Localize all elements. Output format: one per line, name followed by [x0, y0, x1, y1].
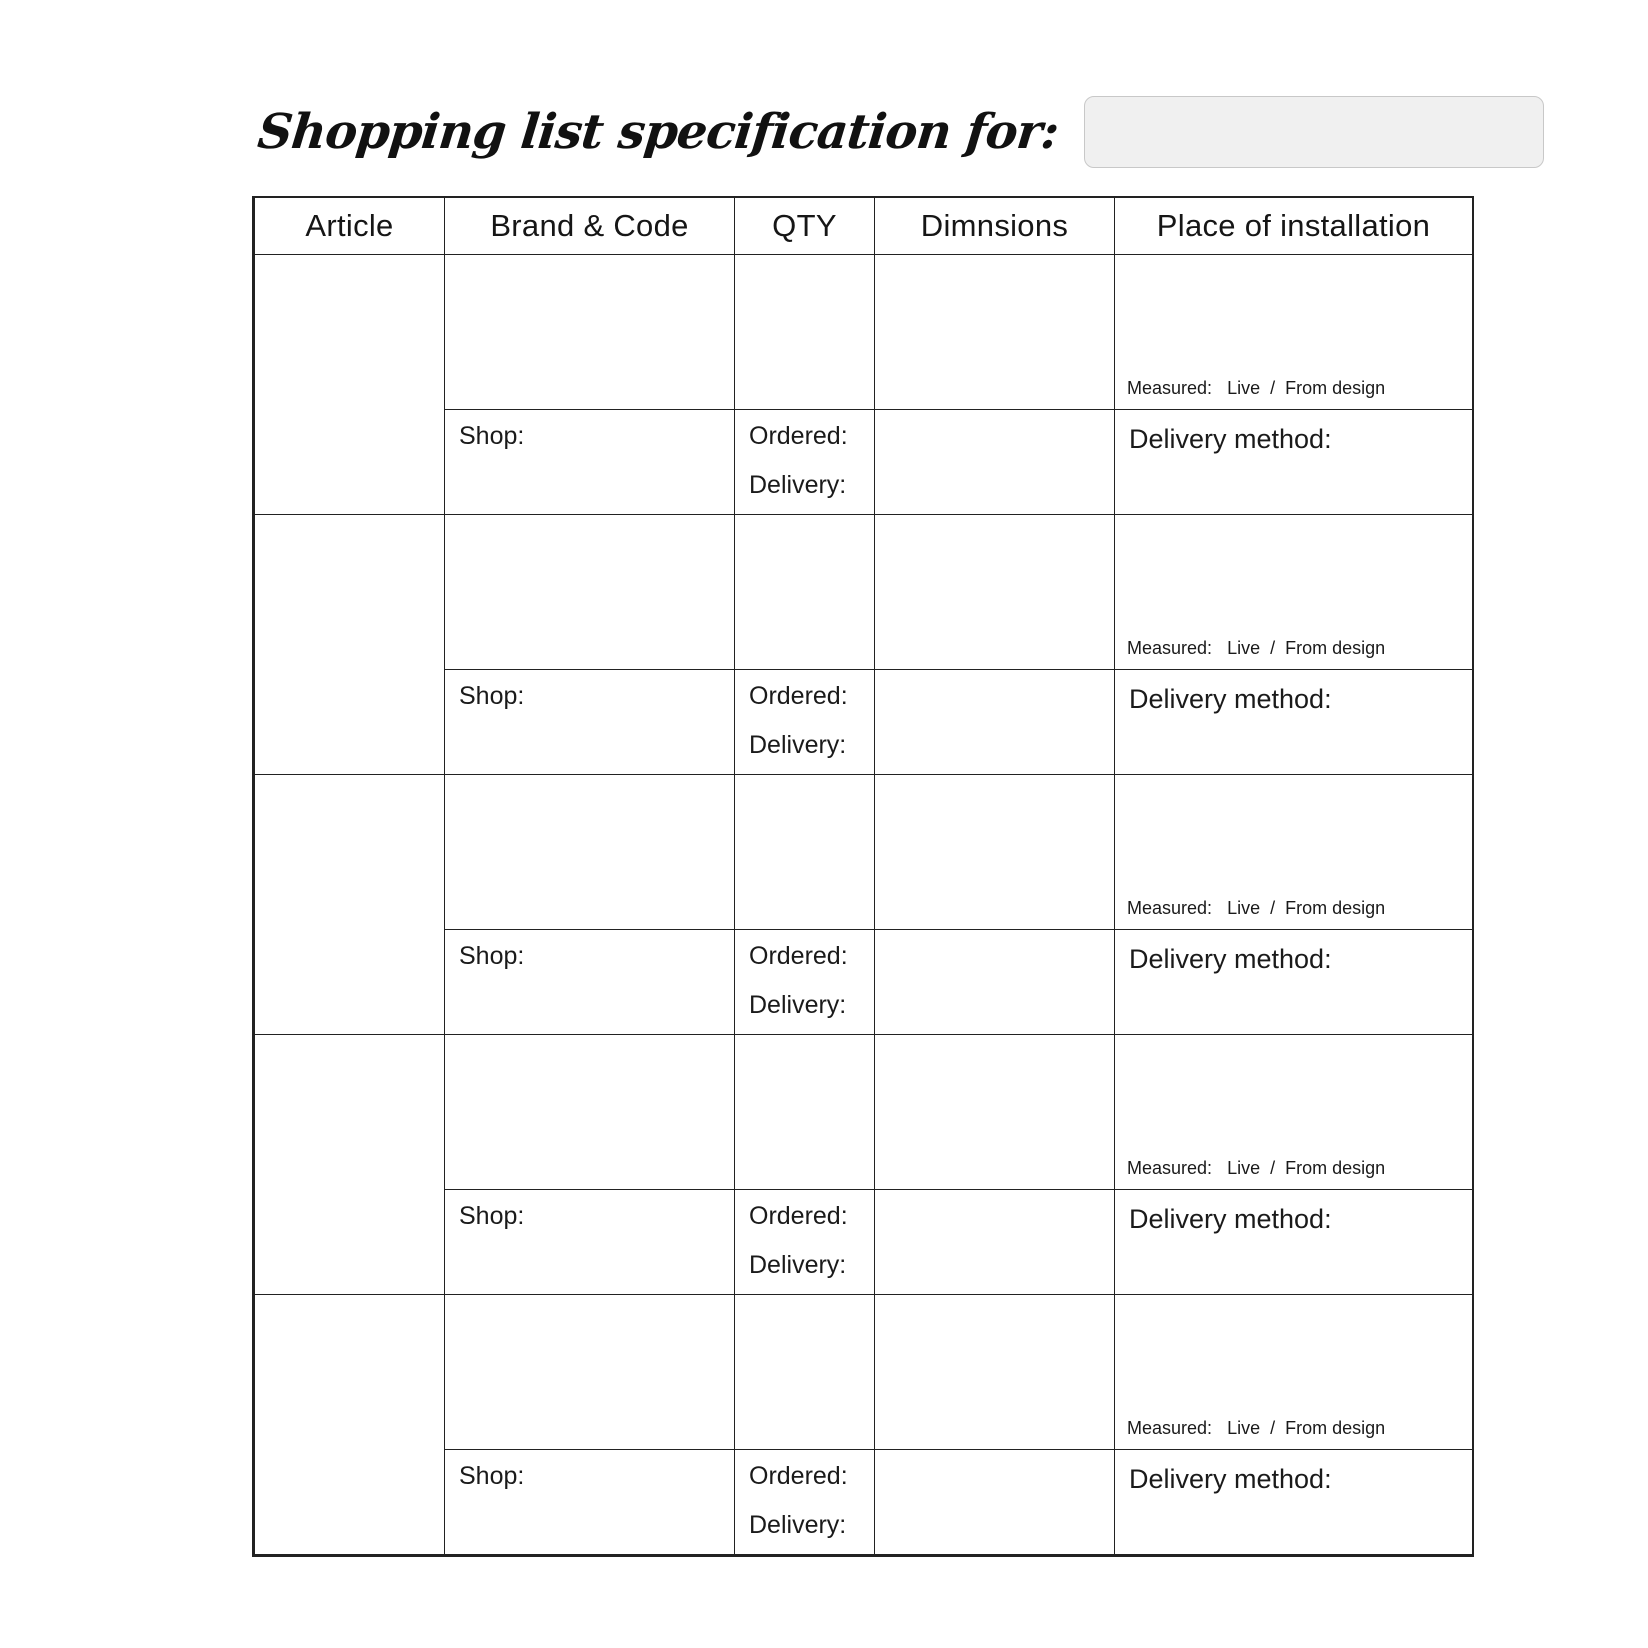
- cell-ordered-delivery[interactable]: [735, 1189, 875, 1294]
- cell-shop[interactable]: [445, 1449, 735, 1554]
- ordered-label: Ordered:: [749, 941, 848, 970]
- cell-brand-code[interactable]: [445, 774, 735, 929]
- measured-option-live[interactable]: Live: [1227, 1417, 1261, 1438]
- column-header-article: Article: [255, 198, 445, 254]
- cell-qty[interactable]: [735, 1034, 875, 1189]
- table-header-row: [255, 198, 1473, 254]
- delivery-label: Delivery:: [749, 730, 847, 759]
- column-header-brand-code: Brand & Code: [445, 198, 735, 254]
- measured-option-from-design[interactable]: From design: [1285, 377, 1386, 398]
- measured-option-from-design[interactable]: From design: [1285, 1417, 1386, 1438]
- table-body: [255, 254, 1473, 1554]
- cell-qty[interactable]: [735, 254, 875, 409]
- cell-brand-code[interactable]: [445, 254, 735, 409]
- cell-place-of-installation[interactable]: [1115, 514, 1473, 669]
- measured-options: [1127, 1158, 1385, 1179]
- cell-place-of-installation[interactable]: [1115, 774, 1473, 929]
- delivery-label: Delivery:: [749, 1510, 847, 1539]
- cell-ordered-delivery[interactable]: [735, 1449, 875, 1554]
- cell-article[interactable]: [255, 254, 445, 514]
- cell-qty[interactable]: [735, 514, 875, 669]
- cell-place-of-installation[interactable]: [1115, 1294, 1473, 1449]
- delivery-method-label: Delivery method:: [1129, 1203, 1332, 1234]
- ordered-label: Ordered:: [749, 1201, 848, 1230]
- cell-brand-code[interactable]: [445, 514, 735, 669]
- delivery-method-label: Delivery method:: [1129, 943, 1332, 974]
- delivery-method-label: Delivery method:: [1129, 683, 1332, 714]
- cell-article[interactable]: [255, 514, 445, 774]
- table-row: [255, 254, 1473, 409]
- measured-separator: /: [1270, 1157, 1276, 1178]
- cell-dimensions-details[interactable]: [875, 1189, 1115, 1294]
- cell-qty[interactable]: [735, 774, 875, 929]
- measured-label: Measured:: [1127, 1417, 1213, 1438]
- specification-name-input[interactable]: [1084, 96, 1544, 168]
- ordered-label: Ordered:: [749, 421, 848, 450]
- page-title: Shopping list specification for:: [255, 104, 1061, 160]
- cell-place-of-installation[interactable]: [1115, 254, 1473, 409]
- column-header-qty: QTY: [735, 198, 875, 254]
- cell-brand-code[interactable]: [445, 1034, 735, 1189]
- cell-dimensions[interactable]: [875, 774, 1115, 929]
- cell-ordered-delivery[interactable]: [735, 929, 875, 1034]
- cell-delivery-method[interactable]: [1115, 409, 1473, 514]
- cell-shop[interactable]: [445, 409, 735, 514]
- delivery-method-label: Delivery method:: [1129, 1463, 1332, 1494]
- measured-option-from-design[interactable]: From design: [1285, 637, 1386, 658]
- cell-dimensions-details[interactable]: [875, 669, 1115, 774]
- column-header-dimensions: Dimnsions: [875, 198, 1115, 254]
- cell-dimensions-details[interactable]: [875, 929, 1115, 1034]
- cell-dimensions-details[interactable]: [875, 1449, 1115, 1554]
- cell-delivery-method[interactable]: [1115, 929, 1473, 1034]
- table-row: [255, 1294, 1473, 1449]
- measured-label: Measured:: [1127, 637, 1213, 658]
- measured-label: Measured:: [1127, 897, 1213, 918]
- cell-ordered-delivery[interactable]: [735, 409, 875, 514]
- shop-label: Shop:: [459, 1201, 525, 1230]
- cell-qty[interactable]: [735, 1294, 875, 1449]
- measured-option-live[interactable]: Live: [1227, 377, 1261, 398]
- shop-label: Shop:: [459, 941, 525, 970]
- cell-delivery-method[interactable]: [1115, 669, 1473, 774]
- measured-label: Measured:: [1127, 377, 1213, 398]
- cell-delivery-method[interactable]: [1115, 1449, 1473, 1554]
- measured-options: [1127, 898, 1385, 919]
- measured-separator: /: [1270, 1417, 1276, 1438]
- measured-option-live[interactable]: Live: [1227, 637, 1261, 658]
- ordered-label: Ordered:: [749, 1461, 848, 1490]
- measured-option-live[interactable]: Live: [1227, 897, 1261, 918]
- cell-dimensions-details[interactable]: [875, 409, 1115, 514]
- table-row: [255, 514, 1473, 669]
- measured-option-from-design[interactable]: From design: [1285, 1157, 1386, 1178]
- ordered-label: Ordered:: [749, 681, 848, 710]
- cell-article[interactable]: [255, 774, 445, 1034]
- delivery-label: Delivery:: [749, 1250, 847, 1279]
- table-row: [255, 1034, 1473, 1189]
- shop-label: Shop:: [459, 681, 525, 710]
- measured-options: [1127, 638, 1385, 659]
- cell-dimensions[interactable]: [875, 1034, 1115, 1189]
- cell-article[interactable]: [255, 1034, 445, 1294]
- specification-table: [252, 196, 1474, 1557]
- measured-option-from-design[interactable]: From design: [1285, 897, 1386, 918]
- cell-dimensions[interactable]: [875, 254, 1115, 409]
- table-row: [255, 774, 1473, 929]
- measured-option-live[interactable]: Live: [1227, 1157, 1261, 1178]
- delivery-label: Delivery:: [749, 990, 847, 1019]
- cell-brand-code[interactable]: [445, 1294, 735, 1449]
- cell-shop[interactable]: [445, 929, 735, 1034]
- cell-place-of-installation[interactable]: [1115, 1034, 1473, 1189]
- shop-label: Shop:: [459, 1461, 525, 1490]
- page-header: [255, 86, 1428, 178]
- measured-options: [1127, 378, 1385, 399]
- measured-options: [1127, 1418, 1385, 1439]
- measured-separator: /: [1270, 637, 1276, 658]
- column-header-place-of-installation: Place of installation: [1115, 198, 1473, 254]
- delivery-label: Delivery:: [749, 470, 847, 499]
- cell-dimensions[interactable]: [875, 514, 1115, 669]
- cell-dimensions[interactable]: [875, 1294, 1115, 1449]
- cell-delivery-method[interactable]: [1115, 1189, 1473, 1294]
- measured-separator: /: [1270, 377, 1276, 398]
- measured-label: Measured:: [1127, 1157, 1213, 1178]
- cell-shop[interactable]: [445, 669, 735, 774]
- delivery-method-label: Delivery method:: [1129, 423, 1332, 454]
- cell-article[interactable]: [255, 1294, 445, 1554]
- cell-ordered-delivery[interactable]: [735, 669, 875, 774]
- measured-separator: /: [1270, 897, 1276, 918]
- shop-label: Shop:: [459, 421, 525, 450]
- cell-shop[interactable]: [445, 1189, 735, 1294]
